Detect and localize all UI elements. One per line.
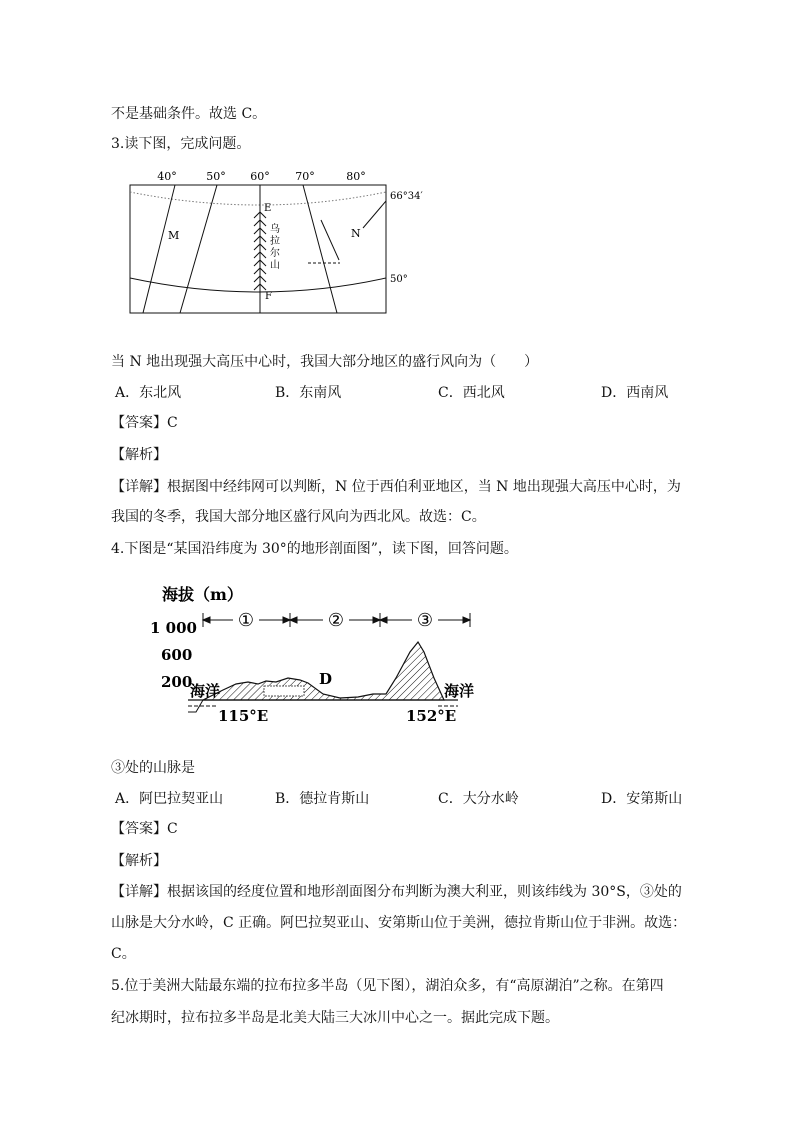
terrain-profile [148,580,488,730]
detail-text: 我国的冬季，我国大部分地区盛行风向为西北风。故选：C。 [111,509,486,525]
region-n: N [351,227,361,240]
y-tick: 200 [161,673,193,691]
point-e: E [264,203,272,214]
text-line: 不是基础条件。故选 C。 [111,106,267,122]
mountain-name-char: 拉 [270,236,280,247]
option-b: B．东南风 [275,385,342,401]
lat-lon-map [125,168,430,318]
meridian-50 [180,185,217,313]
section-label: ① [237,610,255,631]
meridian-70 [303,185,337,313]
region-m: M [168,229,180,242]
question-3-stem: 当 N 地出现强大高压中心时，我国大部分地区的盛行风向为（ ） [111,354,539,370]
ocean-right: 海洋 [444,682,475,700]
detail-text: 山脉是大分水岭，C 正确。阿巴拉契亚山、安第斯山位于美洲，德拉肯斯山位于非洲。故选： [111,915,687,931]
question-5-text: 5.位于美洲大陆最东端的拉布拉多半岛（见下图），湖泊众多，有“高原湖泊”之称。在第四 [111,978,664,994]
detail-text: C。 [111,946,136,962]
option-d: D．西南风 [601,385,669,401]
ocean-left: 海洋 [190,682,221,700]
option-a: A．阿巴拉契亚山 [115,791,224,807]
lon-label: 50° [206,170,226,183]
y-axis-title: 海拔（m） [162,585,243,604]
meridian-40 [143,185,175,313]
option-a: A．东北风 [115,385,182,401]
detail-text: 【详解】根据该国的经度位置和地形剖面图分布判断为澳大利亚，则该纬线为 30°S，③处的 [111,884,682,900]
y-tick: 1 000 [150,619,197,637]
parallel-50 [130,278,386,292]
lon-label: 40° [157,170,177,183]
lon-label: 70° [295,170,315,183]
section-label: ③ [416,610,434,631]
answer-label: 【答案】C [111,821,178,837]
question-5-text: 纪冰期时，拉布拉多半岛是北美大陆三大冰川中心之一。据此完成下题。 [111,1010,559,1026]
lon-left: 115°E [218,707,269,725]
option-c: C．西北风 [438,385,505,401]
lon-label: 80° [346,170,366,183]
question-3-title: 3.读下图，完成问题。 [111,136,251,152]
question-4-stem: ③处的山脉是 [111,760,195,776]
lon-label: 60° [250,170,270,183]
y-tick: 600 [161,646,193,664]
arctic-circle [130,192,386,205]
lat-label-bottom: 50° [390,274,408,285]
point-f: F [265,291,272,302]
point-d: D [319,670,333,688]
lat-label-top: 66°34′ [390,191,423,202]
option-c: C．大分水岭 [438,791,519,807]
meridian-80 [363,201,386,228]
answer-label: 【答案】C [111,415,178,431]
question-4-title: 4.下图是“某国沿纬度为 30°的地形剖面图”，读下图，回答问题。 [111,541,518,557]
option-d: D．安第斯山 [601,791,683,807]
section-label: ② [327,610,345,631]
analysis-label: 【解析】 [111,447,167,463]
mountain-name-char: 山 [270,260,280,271]
option-b: B．德拉肯斯山 [275,791,370,807]
map-frame [130,185,386,313]
mountain-name-char: 尔 [270,248,280,259]
mountain-name-char: 乌 [270,224,280,235]
detail-text: 【详解】根据图中经纬网可以判断，N 位于西伯利亚地区，当 N 地出现强大高压中心时，为 [111,479,681,495]
analysis-label: 【解析】 [111,853,167,869]
lon-right: 152°E [406,707,457,725]
